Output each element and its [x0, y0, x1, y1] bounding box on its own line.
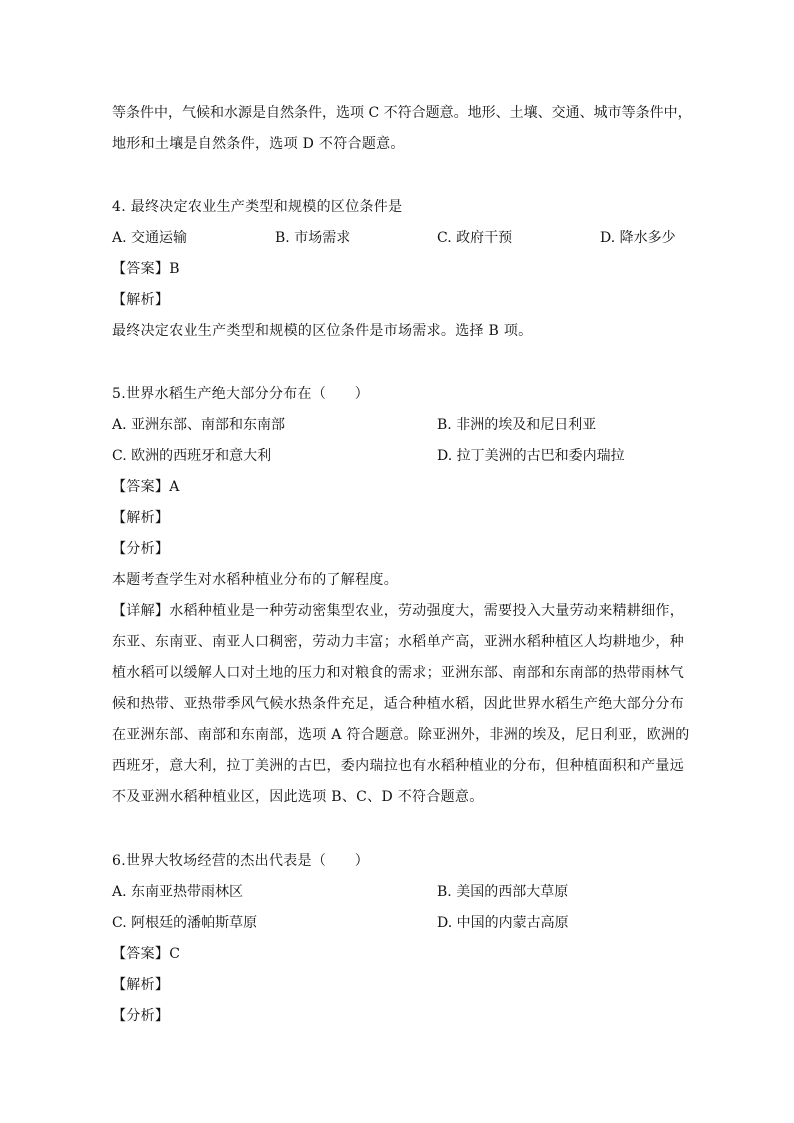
- q5-detail-line: 东亚、东南亚、南亚人口稠密，劳动力丰富；水稻单产高，亚洲水稻种植区人均耕地少，种: [112, 634, 684, 650]
- q5-detail-line: 候和热带、亚热带季风气候水热条件充足，适合种植水稻，因此世界水稻生产绝大部分分布: [112, 696, 684, 712]
- q4-option-c: C. 政府干预: [437, 230, 513, 246]
- q5-option-a: A. 亚洲东部、南部和东南部: [112, 417, 286, 433]
- q5-option-b: B. 非洲的埃及和尼日利亚: [437, 417, 597, 433]
- q4-analysis: 最终决定农业生产类型和规模的区位条件是市场需求。选择 B 项。: [112, 323, 533, 339]
- q4-option-a: A. 交通运输: [112, 230, 188, 246]
- q5-fenxi: 本题考查学生对水稻种植业分布的了解程度。: [112, 572, 398, 588]
- q4-analysis-label: 【解析】: [112, 292, 170, 308]
- q5-fenxi-label: 【分析】: [112, 541, 170, 557]
- q4-answer: 【答案】B: [112, 261, 180, 277]
- q4-option-d: D. 降水多少: [600, 230, 676, 246]
- q5-question: 5.世界水稻生产绝大部分分布在（ ）: [112, 386, 370, 402]
- q5-option-c: C. 欧洲的西班牙和意大利: [112, 448, 272, 464]
- q5-detail-line: 在亚洲东部、南部和东南部，选项 A 符合题意。除亚洲外，非洲的埃及，尼日利亚，欧洲的: [112, 727, 690, 743]
- q6-question: 6.世界大牧场经营的杰出代表是（ ）: [112, 853, 370, 869]
- q6-analysis-label: 【解析】: [112, 977, 170, 993]
- q4-question: 4. 最终决定农业生产类型和规模的区位条件是: [112, 199, 403, 215]
- q6-answer: 【答案】C: [112, 946, 181, 962]
- q5-detail-line: 【详解】水稻种植业是一种劳动密集型农业，劳动强度大，需要投入大量劳动来精耕细作，: [112, 603, 684, 619]
- q5-option-d: D. 拉丁美洲的古巴和委内瑞拉: [437, 448, 625, 464]
- q6-option-d: D. 中国的内蒙古高原: [437, 915, 569, 931]
- q5-detail-line: 不及亚洲水稻种植业区，因此选项 B、C、D 不符合题意。: [112, 789, 484, 805]
- q5-detail-line: 植水稻可以缓解人口对土地的压力和对粮食的需求；亚洲东部、南部和东南部的热带雨林气: [112, 665, 684, 681]
- q6-fenxi-label: 【分析】: [112, 1008, 170, 1024]
- q5-detail-line: 西班牙，意大利，拉丁美洲的古巴，委内瑞拉也有水稻种植业的分布，但种植面积和产量远: [112, 758, 684, 774]
- intro-line-2: 地形和土壤是自然条件，选项 D 不符合题意。: [112, 136, 405, 152]
- q4-option-b: B. 市场需求: [275, 230, 351, 246]
- q6-option-a: A. 东南亚热带雨林区: [112, 884, 244, 900]
- q6-option-c: C. 阿根廷的潘帕斯草原: [112, 915, 258, 931]
- intro-line-1: 等条件中，气候和水源是自然条件，选项 C 不符合题意。地形、土壤、交通、城市等条件中，: [112, 105, 692, 121]
- q5-analysis-label: 【解析】: [112, 510, 170, 526]
- q6-option-b: B. 美国的西部大草原: [437, 884, 569, 900]
- q5-answer: 【答案】A: [112, 479, 180, 495]
